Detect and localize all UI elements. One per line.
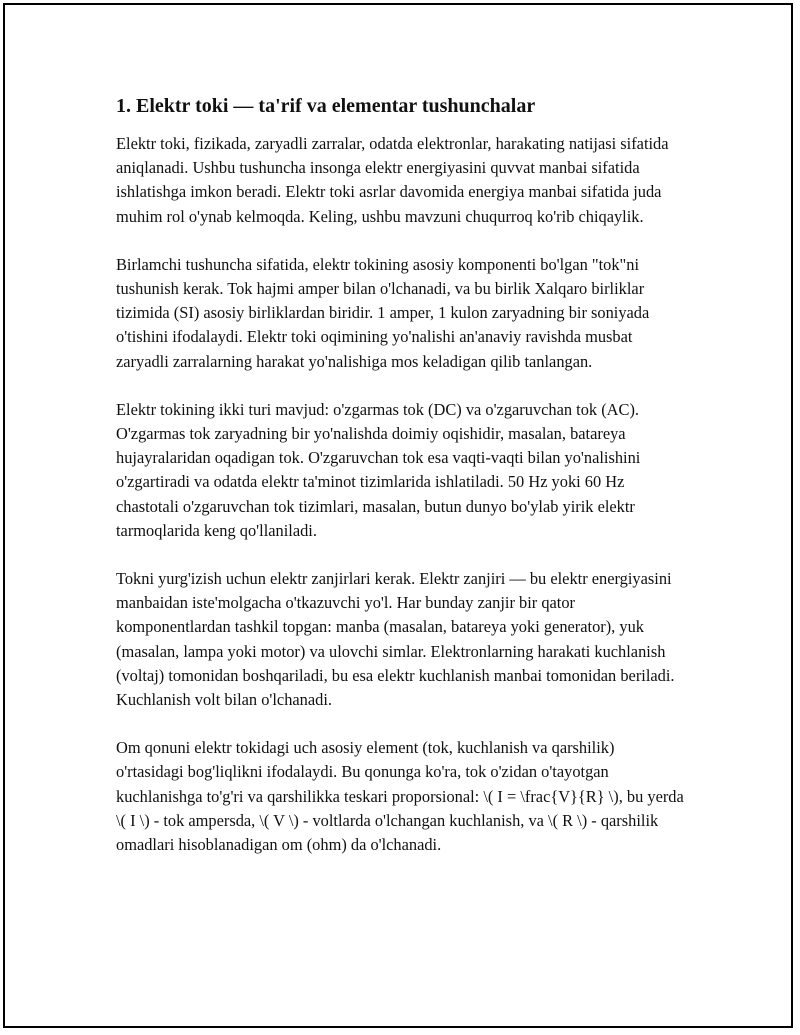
document-body — [116, 92, 686, 881]
paragraph-definition: Elektr toki, fizikada, zaryadli zarralar, odatda elektronlar, harakating natijasi sifatida aniqlanadi. Ushbu tushuncha insonga elektr energiyasini quvvat manbai sifatida ishlatishga imkon beradi. Elektr toki asrlar davomida energiya manbai sifatida juda muhim rol o'ynab kelmoqda. Keling, ushbu mavzuni chuqurroq ko'rib chiqaylik. — [116, 134, 669, 226]
section-heading: 1. Elektr toki — ta'rif va elementar tushunchalar — [116, 95, 536, 117]
paragraph-current-unit: Birlamchi tushuncha sifatida, elektr tokining asosiy komponenti bo'lgan "tok"ni tushunish kerak. Tok hajmi amper bilan o'lchanadi, va bu birlik Xalqaro birliklar tizimida (SI) asosiy birliklardan biridir. 1 amper, 1 kulon zaryadning bir soniyada o'tishini ifodalaydi. Elektr toki oqimining yo'nalishi an'anaviy ravishda musbat zaryadli zarralarning harakat yo'nalishiga mos keladigan qilib tanlangan. — [116, 254, 650, 371]
paragraph-ohms-law: Om qonuni elektr tokidagi uch asosiy element (tok, kuchlanish va qarshilik) o'rtasidagi bog'liqlikni ifodalaydi. Bu qonunga ko'ra, tok o'zidan o'tayotgan kuchlanishga to'g'ri va qarshilikka teskari proporsional: \( I = \frac{V}{R} \), bu yerda \( I \) - tok ampersda, \( V \) - voltlarda o'lchangan kuchlanish, va \( R \) - qarshilik omadlari hisoblanadigan om (ohm) da o'lchanadi. — [116, 738, 684, 855]
paragraph-dc-ac: Elektr tokining ikki turi mavjud: o'zgarmas tok (DC) va o'zgaruvchan tok (AC). O'zgarmas tok zaryadning bir yo'nalishda doimiy oqishidir, masalan, batareya hujayralaridan oqadigan tok. O'zgaruvchan tok esa vaqti-vaqti bilan yo'nalishini o'zgartiradi va odatda elektr ta'minot tizimlarida ishlatiladi. 50 Hz yoki 60 Hz chastotali o'zgaruvchan tok tizimlari, masalan, butun dunyo bo'ylab yirik elektr tarmoqlarida keng qo'llaniladi. — [116, 399, 641, 540]
paragraph-circuits: Tokni yurg'izish uchun elektr zanjirlari kerak. Elektr zanjiri — bu elektr energiyasini manbaidan iste'molgacha o'tkazuvchi yo'l. Har bunday zanjir bir qator komponentlardan tashkil topgan: manba (masalan, batareya yoki generator), yuk (masalan, lampa yoki motor) va ulovchi simlar. Elektronlarning harakati kuchlanish (voltaj) tomonidan boshqariladi, bu esa elektr kuchlanish manbai tomonidan beriladi. Kuchlanish volt bilan o'lchanadi. — [116, 569, 675, 710]
